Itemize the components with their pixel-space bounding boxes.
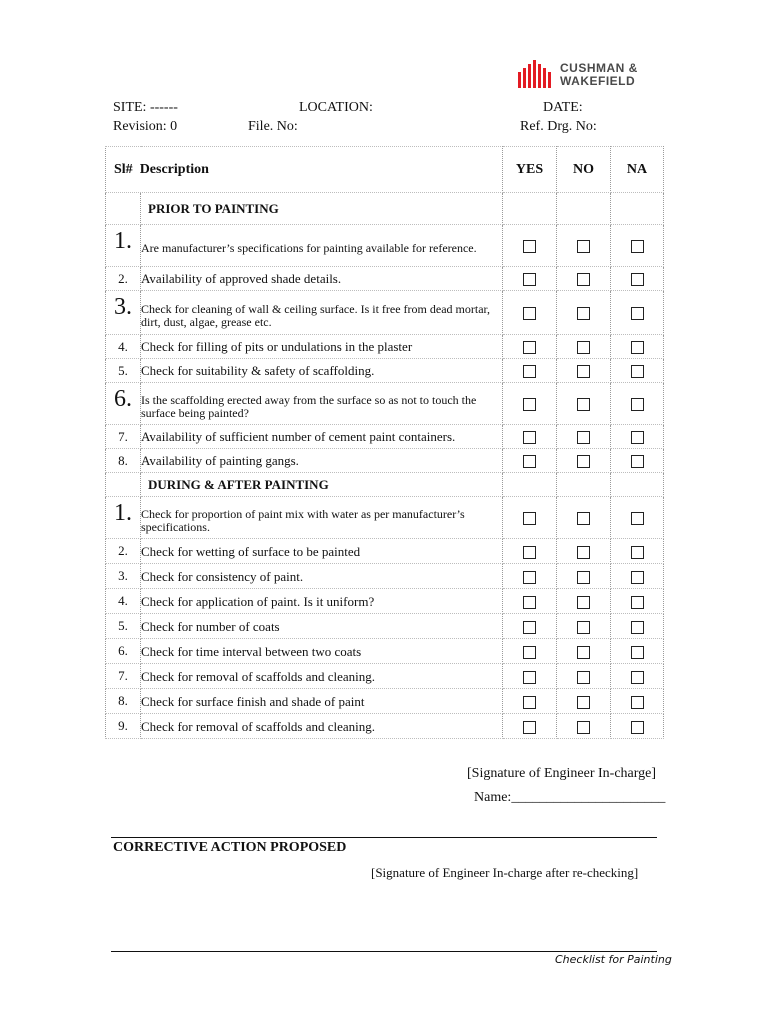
no-checkbox[interactable]	[577, 240, 590, 253]
no-checkbox[interactable]	[577, 398, 590, 411]
table-row	[106, 714, 664, 739]
yes-checkbox[interactable]	[523, 365, 536, 378]
no-checkbox[interactable]	[577, 341, 590, 354]
footer-text: Checklist for Painting	[555, 953, 672, 966]
table-row	[106, 539, 664, 564]
yes-checkbox[interactable]	[523, 512, 536, 525]
na-checkbox[interactable]	[631, 671, 644, 684]
yes-checkbox[interactable]	[523, 571, 536, 584]
row-number: 5.	[106, 614, 141, 639]
row-description: Are manufacturer’s specifications for painting available for reference.	[141, 225, 503, 267]
table-row	[106, 291, 664, 335]
row-description: Availability of sufficient number of cement paint containers.	[141, 425, 503, 449]
location-field: LOCATION:	[299, 100, 373, 115]
date-field: DATE:	[543, 100, 583, 115]
na-checkbox[interactable]	[631, 398, 644, 411]
row-description: Check for proportion of paint mix with water as per manufacturer’s specifications.	[141, 497, 503, 539]
no-checkbox[interactable]	[577, 721, 590, 734]
na-checkbox[interactable]	[631, 512, 644, 525]
no-checkbox[interactable]	[577, 646, 590, 659]
na-checkbox[interactable]	[631, 696, 644, 709]
na-checkbox[interactable]	[631, 240, 644, 253]
section-title: PRIOR TO PAINTING	[141, 193, 503, 225]
na-checkbox[interactable]	[631, 273, 644, 286]
section-title: DURING & AFTER PAINTING	[141, 473, 503, 497]
na-checkbox[interactable]	[631, 621, 644, 634]
table-row	[106, 497, 664, 539]
row-description: Check for removal of scaffolds and cleaning.	[141, 664, 503, 689]
na-checkbox[interactable]	[631, 646, 644, 659]
recheck-signature: [Signature of Engineer In-charge after re-checking]	[371, 865, 639, 880]
yes-checkbox[interactable]	[523, 273, 536, 286]
engineer-signature: [Signature of Engineer In-charge]	[467, 766, 657, 781]
na-header: NA	[611, 147, 664, 193]
no-checkbox[interactable]	[577, 596, 590, 609]
yes-checkbox[interactable]	[523, 596, 536, 609]
yes-checkbox[interactable]	[523, 431, 536, 444]
table-row	[106, 449, 664, 473]
row-description: Check for time interval between two coats	[141, 639, 503, 664]
table-row	[106, 359, 664, 383]
no-checkbox[interactable]	[577, 431, 590, 444]
row-description: Check for cleaning of wall & ceiling surface. Is it free from dead mortar, dirt, dust, algae, grease etc.	[141, 291, 503, 335]
na-checkbox[interactable]	[631, 365, 644, 378]
table-row	[106, 589, 664, 614]
brand-logo	[516, 58, 658, 90]
footer-divider	[111, 951, 657, 952]
na-checkbox[interactable]	[631, 307, 644, 320]
brand-name-line2: WAKEFIELD	[560, 74, 636, 88]
row-number: 3.	[106, 291, 141, 335]
row-description: Check for surface finish and shade of paint	[141, 689, 503, 714]
row-description: Check for removal of scaffolds and cleaning.	[141, 714, 503, 739]
corrective-action-title: CORRECTIVE ACTION PROPOSED	[113, 840, 347, 855]
row-number: 3.	[106, 564, 141, 589]
row-description: Availability of painting gangs.	[141, 449, 503, 473]
row-number: 8.	[106, 689, 141, 714]
table-row	[106, 564, 664, 589]
row-description: Availability of approved shade details.	[141, 267, 503, 291]
no-checkbox[interactable]	[577, 571, 590, 584]
na-checkbox[interactable]	[631, 571, 644, 584]
description-header: Description	[139, 161, 209, 177]
name-line: Name:______________________	[474, 790, 666, 805]
row-number: 4.	[106, 589, 141, 614]
sl-description-header	[106, 147, 503, 193]
table-row	[106, 383, 664, 425]
row-description: Check for number of coats	[141, 614, 503, 639]
site-field: SITE: ------	[113, 100, 178, 115]
row-number: 8.	[106, 449, 141, 473]
no-checkbox[interactable]	[577, 621, 590, 634]
ref-drg-field: Ref. Drg. No:	[520, 119, 597, 134]
table-row	[106, 664, 664, 689]
checklist-table	[105, 146, 664, 739]
file-no-field: File. No:	[248, 119, 298, 134]
row-description: Check for application of paint. Is it uniform?	[141, 589, 503, 614]
table-row	[106, 335, 664, 359]
yes-checkbox[interactable]	[523, 398, 536, 411]
na-checkbox[interactable]	[631, 596, 644, 609]
row-number: 7.	[106, 425, 141, 449]
na-checkbox[interactable]	[631, 455, 644, 468]
yes-checkbox[interactable]	[523, 307, 536, 320]
yes-checkbox[interactable]	[523, 696, 536, 709]
row-number: 4.	[106, 335, 141, 359]
section-row	[106, 193, 664, 225]
no-checkbox[interactable]	[577, 696, 590, 709]
row-number: 6.	[106, 383, 141, 425]
sl-header: Sl#	[114, 161, 133, 177]
section-row	[106, 473, 664, 497]
row-number: 9.	[106, 714, 141, 739]
yes-checkbox[interactable]	[523, 621, 536, 634]
na-checkbox[interactable]	[631, 721, 644, 734]
revision-field: Revision: 0	[113, 119, 178, 134]
no-checkbox[interactable]	[577, 512, 590, 525]
brand-logo-mark	[516, 58, 556, 88]
row-description: Check for consistency of paint.	[141, 564, 503, 589]
table-row	[106, 267, 664, 291]
no-checkbox[interactable]	[577, 365, 590, 378]
row-description: Is the scaffolding erected away from the surface so as not to touch the surface being painted?	[141, 383, 503, 425]
no-checkbox[interactable]	[577, 671, 590, 684]
row-number: 1.	[106, 225, 141, 267]
row-description: Check for wetting of surface to be painted	[141, 539, 503, 564]
yes-header: YES	[503, 147, 557, 193]
table-header-row	[106, 147, 664, 193]
table-row	[106, 614, 664, 639]
row-description: Check for suitability & safety of scaffolding.	[141, 359, 503, 383]
no-header: NO	[557, 147, 611, 193]
table-row	[106, 225, 664, 267]
no-checkbox[interactable]	[577, 273, 590, 286]
na-checkbox[interactable]	[631, 341, 644, 354]
yes-checkbox[interactable]	[523, 721, 536, 734]
row-number: 6.	[106, 639, 141, 664]
yes-checkbox[interactable]	[523, 546, 536, 559]
yes-checkbox[interactable]	[523, 455, 536, 468]
no-checkbox[interactable]	[577, 307, 590, 320]
row-number: 7.	[106, 664, 141, 689]
table-row	[106, 689, 664, 714]
na-checkbox[interactable]	[631, 546, 644, 559]
divider	[111, 837, 657, 838]
table-row	[106, 639, 664, 664]
row-number: 2.	[106, 539, 141, 564]
yes-checkbox[interactable]	[523, 646, 536, 659]
no-checkbox[interactable]	[577, 455, 590, 468]
row-number: 1.	[106, 497, 141, 539]
row-number: 2.	[106, 267, 141, 291]
brand-name-line1: CUSHMAN &	[560, 61, 638, 75]
row-description: Check for filling of pits or undulations in the plaster	[141, 335, 503, 359]
no-checkbox[interactable]	[577, 546, 590, 559]
yes-checkbox[interactable]	[523, 341, 536, 354]
yes-checkbox[interactable]	[523, 240, 536, 253]
brand-name	[560, 62, 638, 88]
yes-checkbox[interactable]	[523, 671, 536, 684]
table-row	[106, 425, 664, 449]
na-checkbox[interactable]	[631, 431, 644, 444]
row-number: 5.	[106, 359, 141, 383]
